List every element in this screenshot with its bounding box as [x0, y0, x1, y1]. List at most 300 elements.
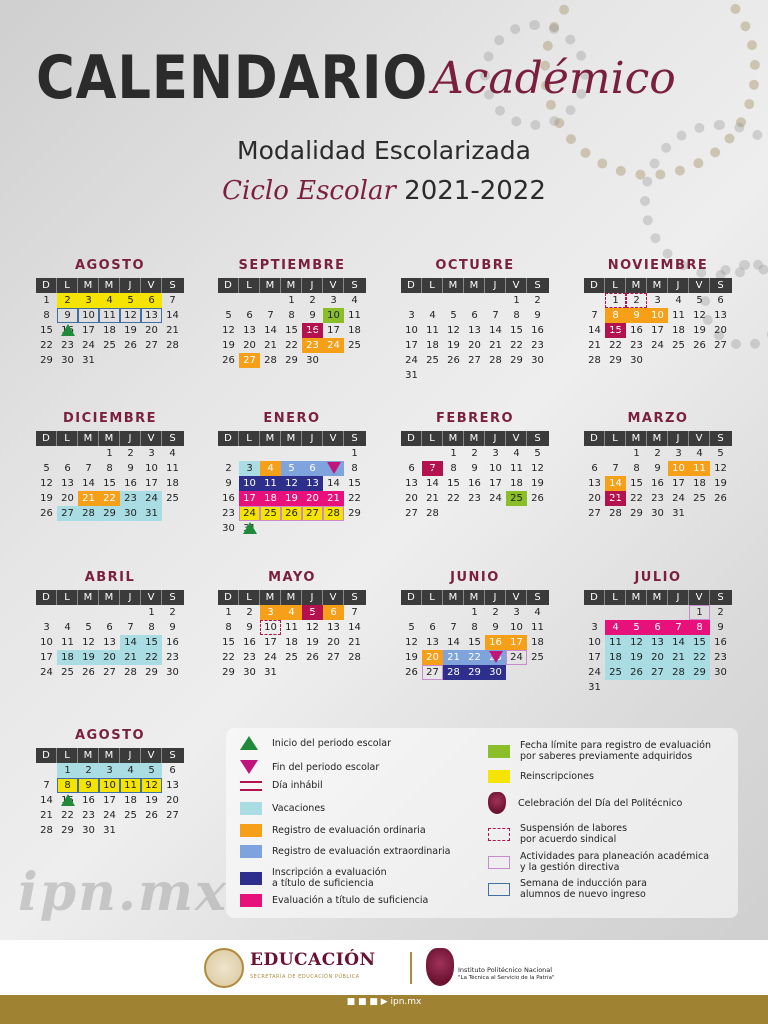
month-name: AGOSTO	[74, 728, 146, 743]
day-cell: 4	[696, 448, 703, 459]
day-cell: 28	[609, 508, 622, 519]
day-cell: 23	[61, 340, 74, 351]
day-cell: 3	[330, 295, 337, 306]
day-cell: 9	[309, 310, 316, 321]
day-cell: 13	[405, 478, 418, 489]
empty-cell	[260, 293, 281, 308]
day-cell: 8	[57, 778, 78, 793]
day-cell: 29	[99, 506, 120, 521]
day-cell: 28	[443, 665, 464, 680]
day-cell: 11	[285, 622, 298, 633]
day-cell: 1	[471, 607, 478, 618]
day-cell: 17	[145, 478, 158, 489]
day-cell: 8	[148, 622, 155, 633]
day-cell: 19	[145, 795, 158, 806]
day-cell: 3	[148, 448, 155, 459]
day-cell: 29	[348, 508, 361, 519]
blue-box-icon	[488, 883, 510, 896]
day-cell: 2	[127, 448, 134, 459]
day-cell: 21	[426, 493, 439, 504]
day-cell: 17	[82, 325, 95, 336]
day-cell: 3	[408, 310, 415, 321]
legend-fecha-limite	[488, 740, 711, 762]
weekday-header	[36, 590, 184, 605]
weekday-label: M	[443, 278, 464, 293]
day-cell: 31	[239, 521, 260, 536]
weekday-label: L	[422, 278, 443, 293]
day-cell: 13	[243, 325, 256, 336]
day-cell: 27	[239, 353, 260, 368]
day-cell: 11	[61, 637, 74, 648]
weekday-label: J	[120, 431, 141, 446]
mexico-emblem-icon	[204, 948, 244, 988]
day-cell: 7	[267, 310, 274, 321]
month-mayo	[218, 568, 366, 680]
day-cell: 22	[222, 652, 235, 663]
day-grid	[218, 293, 365, 368]
day-cell: 21	[668, 650, 689, 665]
weekday-label: J	[120, 278, 141, 293]
day-cell: 23	[166, 652, 179, 663]
day-cell: 17	[651, 325, 664, 336]
month-name: AGOSTO	[74, 258, 146, 273]
day-cell: 21	[605, 491, 626, 506]
day-cell: 12	[40, 478, 53, 489]
day-cell: 16	[166, 637, 179, 648]
day-cell: 19	[405, 652, 418, 663]
day-cell: 19	[693, 325, 706, 336]
weekday-label: S	[351, 592, 358, 603]
day-cell: 9	[492, 622, 499, 633]
month-agosto-2021	[36, 256, 184, 368]
day-cell: 27	[57, 506, 78, 521]
day-cell: 24	[405, 355, 418, 366]
day-cell: 7	[450, 622, 457, 633]
day-cell: 14	[348, 622, 361, 633]
day-cell: 12	[120, 308, 141, 323]
weekday-label: M	[99, 278, 120, 293]
day-cell: 24	[323, 338, 344, 353]
weekday-label: L	[239, 590, 260, 605]
day-cell: 17	[239, 491, 260, 506]
day-cell: 30	[531, 355, 544, 366]
day-cell: 28	[78, 506, 99, 521]
day-cell: 2	[57, 293, 78, 308]
weekday-label: S	[717, 280, 724, 291]
day-cell: 4	[169, 448, 176, 459]
day-grid	[584, 605, 731, 695]
day-cell: 24	[82, 340, 95, 351]
weekday-header	[36, 278, 184, 293]
empty-cell	[647, 605, 668, 620]
day-cell: 18	[693, 478, 706, 489]
day-cell: 26	[281, 506, 302, 521]
legend-inscripcion	[240, 867, 387, 889]
legend-inicio	[240, 736, 391, 750]
day-cell: 19	[306, 637, 319, 648]
day-cell: 5	[408, 622, 415, 633]
empty-cell	[401, 293, 422, 308]
day-cell: 6	[323, 605, 344, 620]
weekday-label: M	[78, 748, 99, 763]
day-grid	[218, 605, 365, 680]
day-cell: 8	[43, 310, 50, 321]
day-cell: 14	[166, 310, 179, 321]
day-cell: 29	[609, 355, 622, 366]
day-cell: 13	[302, 476, 323, 491]
day-cell: 14	[668, 635, 689, 650]
day-cell: 15	[285, 325, 298, 336]
day-cell: 11	[605, 635, 626, 650]
day-cell: 13	[426, 637, 439, 648]
weekday-label: J	[302, 590, 323, 605]
day-cell: 1	[450, 448, 457, 459]
day-cell: 24	[103, 810, 116, 821]
strike-line-icon	[240, 781, 262, 791]
month-name: MARZO	[627, 411, 689, 426]
day-cell: 12	[222, 325, 235, 336]
day-cell: 2	[717, 607, 724, 618]
day-cell: 10	[40, 637, 53, 648]
day-cell: 8	[605, 308, 626, 323]
day-cell: 31	[141, 506, 162, 521]
weekday-header	[584, 278, 732, 293]
day-cell: 7	[127, 622, 134, 633]
weekday-label: D	[401, 431, 422, 446]
day-cell: 26	[145, 810, 158, 821]
empty-cell	[584, 293, 605, 308]
day-cell: 17	[40, 652, 53, 663]
day-grid	[401, 446, 548, 521]
cyan-swatch-icon	[240, 802, 262, 815]
day-cell: 26	[124, 340, 137, 351]
day-cell: 11	[120, 778, 141, 793]
day-cell: 10	[405, 325, 418, 336]
weekday-label: M	[78, 431, 99, 446]
day-cell: 30	[120, 506, 141, 521]
weekday-label: L	[605, 590, 626, 605]
weekday-label: D	[218, 431, 239, 446]
weekday-label: M	[647, 431, 668, 446]
day-cell: 19	[222, 340, 235, 351]
ipn-slogan: "La Técnica al Servicio de la Patria"	[458, 975, 555, 981]
day-cell: 11	[426, 325, 439, 336]
day-cell: 11	[99, 308, 120, 323]
day-grid	[218, 446, 365, 536]
empty-cell	[422, 293, 443, 308]
day-cell: 16	[222, 493, 235, 504]
day-cell: 8	[351, 463, 358, 474]
day-cell: 20	[145, 325, 158, 336]
day-cell: 22	[609, 340, 622, 351]
day-cell: 30	[82, 825, 95, 836]
day-cell: 9	[225, 478, 232, 489]
weekday-label: D	[36, 431, 57, 446]
day-cell: 6	[141, 293, 162, 308]
green-swatch-icon	[488, 745, 510, 758]
day-cell: 15	[222, 637, 235, 648]
empty-cell	[218, 446, 239, 461]
day-cell: 8	[513, 310, 520, 321]
day-cell: 1	[225, 607, 232, 618]
weekday-label: S	[169, 750, 176, 761]
legend-vacaciones	[240, 802, 325, 815]
day-cell: 4	[513, 448, 520, 459]
day-grid	[584, 446, 731, 521]
day-cell: 18	[348, 325, 361, 336]
weekday-label: J	[302, 431, 323, 446]
weekday-header	[584, 590, 732, 605]
day-cell: 27	[588, 508, 601, 519]
day-cell: 22	[348, 493, 361, 504]
educacion-logo: EDUCACIÓN	[250, 950, 376, 970]
day-cell: 7	[85, 463, 92, 474]
orange-swatch-icon	[240, 824, 262, 837]
day-cell: 9	[127, 463, 134, 474]
day-cell: 25	[348, 340, 361, 351]
legend-actividades	[488, 851, 709, 873]
day-cell: 17	[405, 340, 418, 351]
weekday-label: M	[626, 278, 647, 293]
day-cell: 14	[327, 478, 340, 489]
day-cell: 8	[288, 310, 295, 321]
weekday-header	[218, 278, 366, 293]
day-cell: 25	[166, 493, 179, 504]
legend-fin	[240, 760, 379, 774]
empty-cell	[78, 605, 99, 620]
weekday-label: M	[260, 431, 281, 446]
day-cell: 7	[591, 310, 598, 321]
day-cell: 10	[510, 622, 523, 633]
legend-label: Día inhábil	[272, 780, 323, 791]
month-julio	[584, 568, 732, 695]
legend-inhabil	[240, 780, 323, 791]
day-cell: 8	[450, 463, 457, 474]
weekday-label: M	[464, 590, 485, 605]
day-cell: 27	[714, 340, 727, 351]
day-cell: 14	[40, 795, 53, 806]
day-cell: 16	[714, 637, 727, 648]
empty-cell	[239, 293, 260, 308]
day-cell: 18	[510, 478, 523, 489]
weekday-label: S	[351, 280, 358, 291]
day-cell: 23	[531, 340, 544, 351]
month-name: MAYO	[268, 570, 316, 585]
day-cell: 5	[696, 295, 703, 306]
weekday-label: D	[218, 590, 239, 605]
weekday-label: V	[141, 590, 162, 605]
day-cell: 31	[588, 682, 601, 693]
day-cell: 11	[531, 622, 544, 633]
weekday-label: S	[351, 433, 358, 444]
day-cell: 28	[489, 355, 502, 366]
day-cell: 7	[351, 607, 358, 618]
day-cell: 22	[61, 810, 74, 821]
day-cell: 18	[57, 650, 78, 665]
day-cell: 7	[169, 295, 176, 306]
day-cell: 21	[443, 650, 464, 665]
weekday-label: D	[36, 748, 57, 763]
sep-subtitle: SECRETARÍA DE EDUCACIÓN PÚBLICA	[250, 974, 360, 980]
day-cell: 1	[57, 763, 78, 778]
day-cell: 5	[450, 310, 457, 321]
day-cell: 9	[78, 778, 99, 793]
day-cell: 29	[630, 508, 643, 519]
day-cell: 22	[99, 491, 120, 506]
day-cell: 10	[489, 463, 502, 474]
day-cell: 26	[626, 665, 647, 680]
empty-cell	[401, 446, 422, 461]
day-cell: 18	[103, 325, 116, 336]
day-cell: 31	[103, 825, 116, 836]
day-cell: 3	[99, 763, 120, 778]
day-cell: 9	[654, 463, 661, 474]
day-cell: 21	[40, 810, 53, 821]
day-cell: 15	[348, 478, 361, 489]
empty-cell	[281, 446, 302, 461]
day-cell: 8	[471, 622, 478, 633]
legend-celebracion	[488, 792, 682, 814]
day-cell: 11	[348, 310, 361, 321]
empty-cell	[78, 446, 99, 461]
day-cell: 10	[588, 637, 601, 648]
day-cell: 11	[260, 476, 281, 491]
day-cell: 2	[309, 295, 316, 306]
legend	[226, 728, 738, 918]
day-cell: 12	[693, 310, 706, 321]
month-abril	[36, 568, 184, 680]
day-cell: 17	[489, 478, 502, 489]
legend-suspension	[488, 823, 627, 845]
watermark-text: ipn.mx	[18, 862, 229, 923]
day-cell: 25	[605, 665, 626, 680]
weekday-label: V	[141, 748, 162, 763]
bottom-bar	[0, 995, 768, 1024]
day-cell: 30	[485, 665, 506, 680]
day-cell: 4	[351, 295, 358, 306]
day-cell: 12	[82, 637, 95, 648]
social-handle[interactable]: ipn.mx	[390, 997, 422, 1007]
empty-cell	[584, 605, 605, 620]
day-cell: 27	[166, 810, 179, 821]
day-cell: 23	[243, 652, 256, 663]
day-cell: 7	[492, 310, 499, 321]
day-cell: 12	[531, 463, 544, 474]
weekday-label: M	[626, 590, 647, 605]
weekday-label: V	[141, 431, 162, 446]
day-cell: 12	[626, 635, 647, 650]
subtitle: Modalidad Escolarizada	[237, 136, 531, 165]
day-cell: 26	[531, 493, 544, 504]
weekday-label: M	[443, 431, 464, 446]
day-cell: 12	[447, 325, 460, 336]
day-cell: 29	[285, 355, 298, 366]
day-cell: 19	[714, 478, 727, 489]
day-cell: 15	[605, 323, 626, 338]
social-icons[interactable]: ■ ■ ■ ▶	[346, 997, 388, 1007]
weekday-header	[584, 431, 732, 446]
day-cell: 15	[103, 478, 116, 489]
weekday-label: V	[506, 278, 527, 293]
month-agosto-2022	[36, 726, 184, 838]
day-cell: 9	[534, 310, 541, 321]
weekday-label: J	[668, 278, 689, 293]
day-cell: 15	[447, 478, 460, 489]
day-cell: 13	[588, 478, 601, 489]
legend-label: Reinscripciones	[520, 771, 594, 782]
day-cell: 16	[57, 323, 78, 338]
empty-cell	[605, 605, 626, 620]
month-name: OCTUBRE	[435, 258, 515, 273]
empty-cell	[443, 293, 464, 308]
day-cell: 20	[405, 493, 418, 504]
month-name: FEBRERO	[435, 411, 515, 426]
day-cell: 24	[141, 491, 162, 506]
day-cell: 26	[306, 652, 319, 663]
day-cell: 29	[61, 825, 74, 836]
weekday-label: L	[57, 278, 78, 293]
empty-cell	[443, 605, 464, 620]
day-cell: 10	[323, 308, 344, 323]
day-cell: 14	[489, 325, 502, 336]
day-cell: 27	[103, 667, 116, 678]
weekday-label: M	[626, 431, 647, 446]
day-cell: 16	[651, 478, 664, 489]
weekday-header	[36, 431, 184, 446]
weekday-label: D	[401, 590, 422, 605]
day-cell: 12	[306, 622, 319, 633]
day-cell: 2	[654, 448, 661, 459]
day-cell: 13	[141, 308, 162, 323]
month-enero	[218, 409, 366, 536]
day-cell: 7	[43, 780, 50, 791]
day-cell: 29	[464, 665, 485, 680]
day-cell: 16	[485, 635, 506, 650]
day-cell: 23	[120, 491, 141, 506]
weekday-label: V	[506, 431, 527, 446]
day-cell: 5	[120, 293, 141, 308]
title-main: CALENDARIO	[36, 43, 429, 113]
day-cell: 18	[605, 650, 626, 665]
day-cell: 18	[285, 637, 298, 648]
month-name: SEPTIEMBRE	[238, 258, 346, 273]
day-cell: 28	[40, 825, 53, 836]
day-cell: 13	[103, 637, 116, 648]
day-cell: 18	[260, 491, 281, 506]
month-diciembre	[36, 409, 184, 521]
legend-reinscripciones	[488, 770, 594, 783]
empty-cell	[668, 605, 689, 620]
day-cell: 24	[489, 493, 502, 504]
day-cell: 17	[588, 652, 601, 663]
day-cell: 7	[612, 463, 619, 474]
day-cell: 25	[531, 652, 544, 663]
day-cell: 28	[166, 340, 179, 351]
day-cell: 3	[513, 607, 520, 618]
day-cell: 6	[717, 295, 724, 306]
day-grid	[36, 763, 183, 838]
day-cell: 31	[405, 370, 418, 381]
divider	[410, 952, 412, 984]
weekday-label: M	[281, 278, 302, 293]
day-cell: 3	[78, 293, 99, 308]
day-cell: 5	[141, 763, 162, 778]
day-cell: 13	[61, 478, 74, 489]
day-grid	[401, 293, 548, 383]
day-cell: 10	[260, 620, 281, 635]
day-cell: 1	[148, 607, 155, 618]
day-cell: 4	[281, 605, 302, 620]
